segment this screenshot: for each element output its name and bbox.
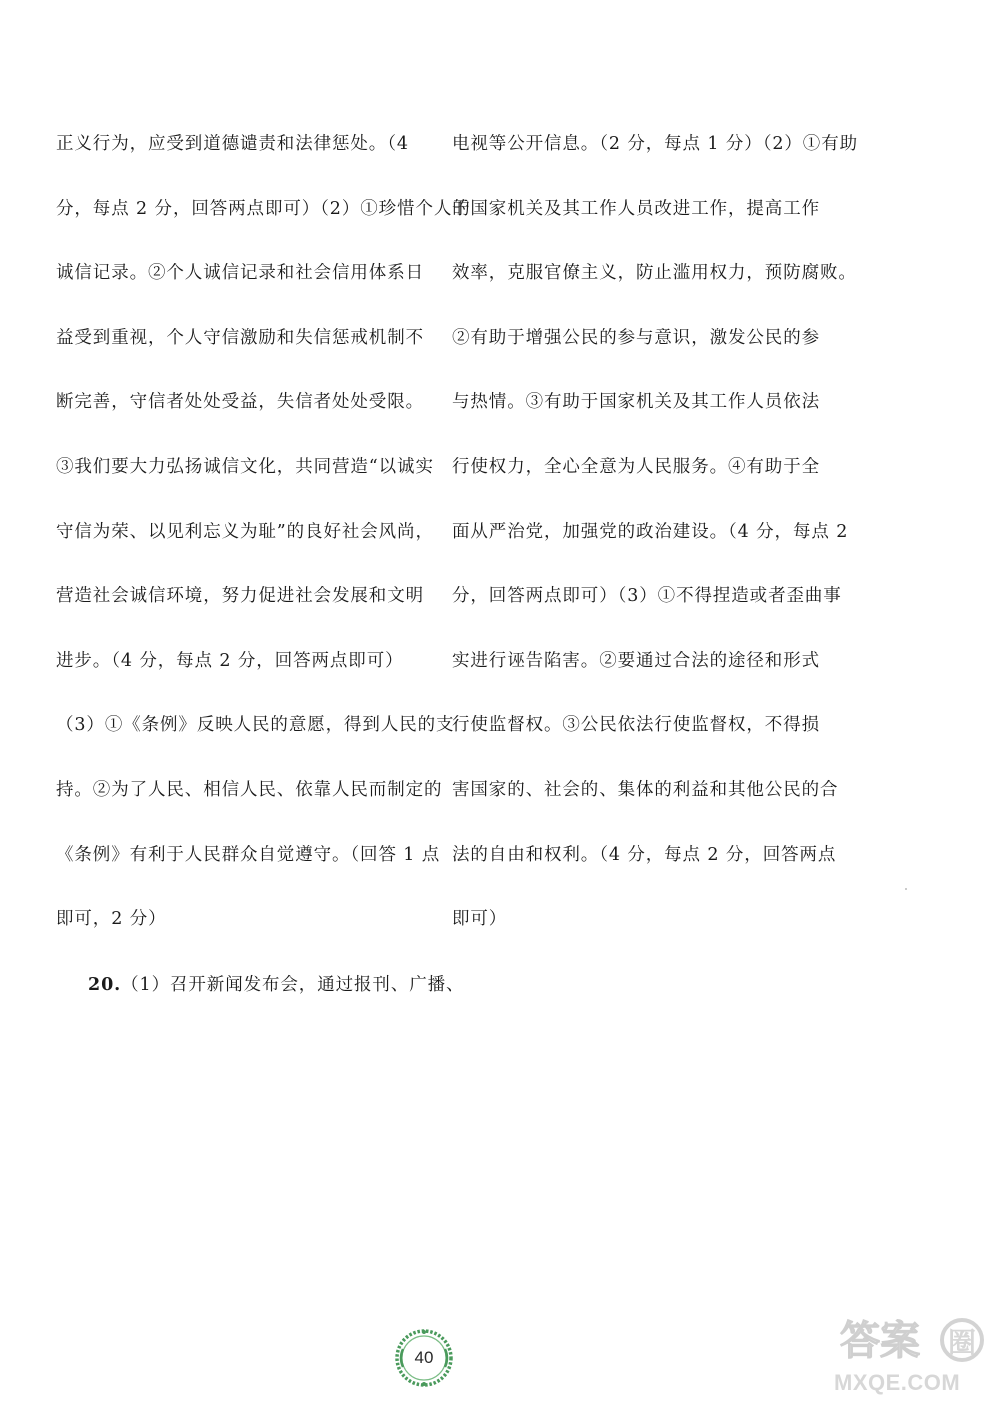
text-line: 效率，克服官僚主义，防止滥用权力，预防腐败。: [452, 263, 857, 284]
text-line: 诚信记录。②个人诚信记录和社会信用体系日: [56, 263, 424, 284]
text-line: 断完善，守信者处处受益，失信者处处受限。: [56, 392, 424, 413]
svg-text:答案: 答案: [840, 1318, 920, 1364]
text-line: （3）①《条例》反映人民的意愿，得到人民的支: [56, 715, 455, 736]
text-line: 面从严治党，加强党的政治建设。（4 分，每点 2: [452, 521, 849, 542]
watermark-url: MXQE.COM: [834, 1370, 961, 1395]
watermark: [832, 1312, 992, 1412]
text-line: 守信为荣、以见利忘义为耻”的良好社会风尚，: [56, 521, 434, 542]
page-number: 40: [414, 1348, 434, 1367]
text-line: 分，回答两点即可）（3）①不得捏造或者歪曲事: [452, 586, 842, 607]
text-line: 电视等公开信息。（2 分，每点 1 分）（2）①有助: [452, 134, 858, 154]
text-line: 即可）: [452, 909, 508, 930]
svg-text:圈: 圈: [948, 1326, 977, 1359]
text-line: 营造社会诚信环境，努力促进社会发展和文明: [56, 586, 424, 607]
watermark-logo-icon: [838, 1312, 988, 1364]
text-line: 法的自由和权利。（4 分，每点 2 分，回答两点: [452, 844, 837, 865]
text-line: 与热情。③有助于国家机关及其工作人员依法: [452, 392, 820, 413]
text-line: 即可，2 分）: [56, 909, 167, 930]
text-line: 益受到重视，个人守信激励和失信惩戒机制不: [56, 327, 424, 348]
text-line: 于国家机关及其工作人员改进工作，提高工作: [452, 198, 820, 219]
text-line: 进步。（4 分，每点 2 分，回答两点即可）: [56, 650, 404, 671]
text-line: 行使权力，全心全意为人民服务。④有助于全: [452, 456, 820, 477]
left-column: [56, 122, 471, 962]
question-text: （1）召开新闻发布会，通过报刊、广播、: [121, 975, 465, 995]
text-line: 分，每点 2 分，回答两点即可）（2）①珍惜个人的: [56, 198, 471, 219]
page-number-badge: [393, 1327, 455, 1389]
text-line: ②有助于增强公民的参与意识，激发公民的参: [452, 327, 820, 348]
text-line: 持。②为了人民、相信人民、依靠人民而制定的: [56, 779, 443, 800]
text-line: 害国家的、社会的、集体的利益和其他公民的合: [452, 779, 839, 800]
speck-mark: [905, 888, 907, 890]
right-column: [452, 122, 858, 962]
text-line: 《条例》有利于人民群众自觉遵守。（回答 1 点: [56, 844, 441, 865]
question-number: 20.: [88, 975, 122, 995]
text-line: ③我们要大力弘扬诚信文化，共同营造“以诚实: [56, 456, 434, 477]
text-line: 正义行为，应受到道德谴责和法律惩处。（4: [56, 134, 409, 154]
text-line: 实进行诬告陷害。②要通过合法的途径和形式: [452, 650, 820, 671]
question-20: [88, 963, 464, 1007]
text-line: 行使监督权。③公民依法行使监督权，不得损: [452, 715, 820, 736]
